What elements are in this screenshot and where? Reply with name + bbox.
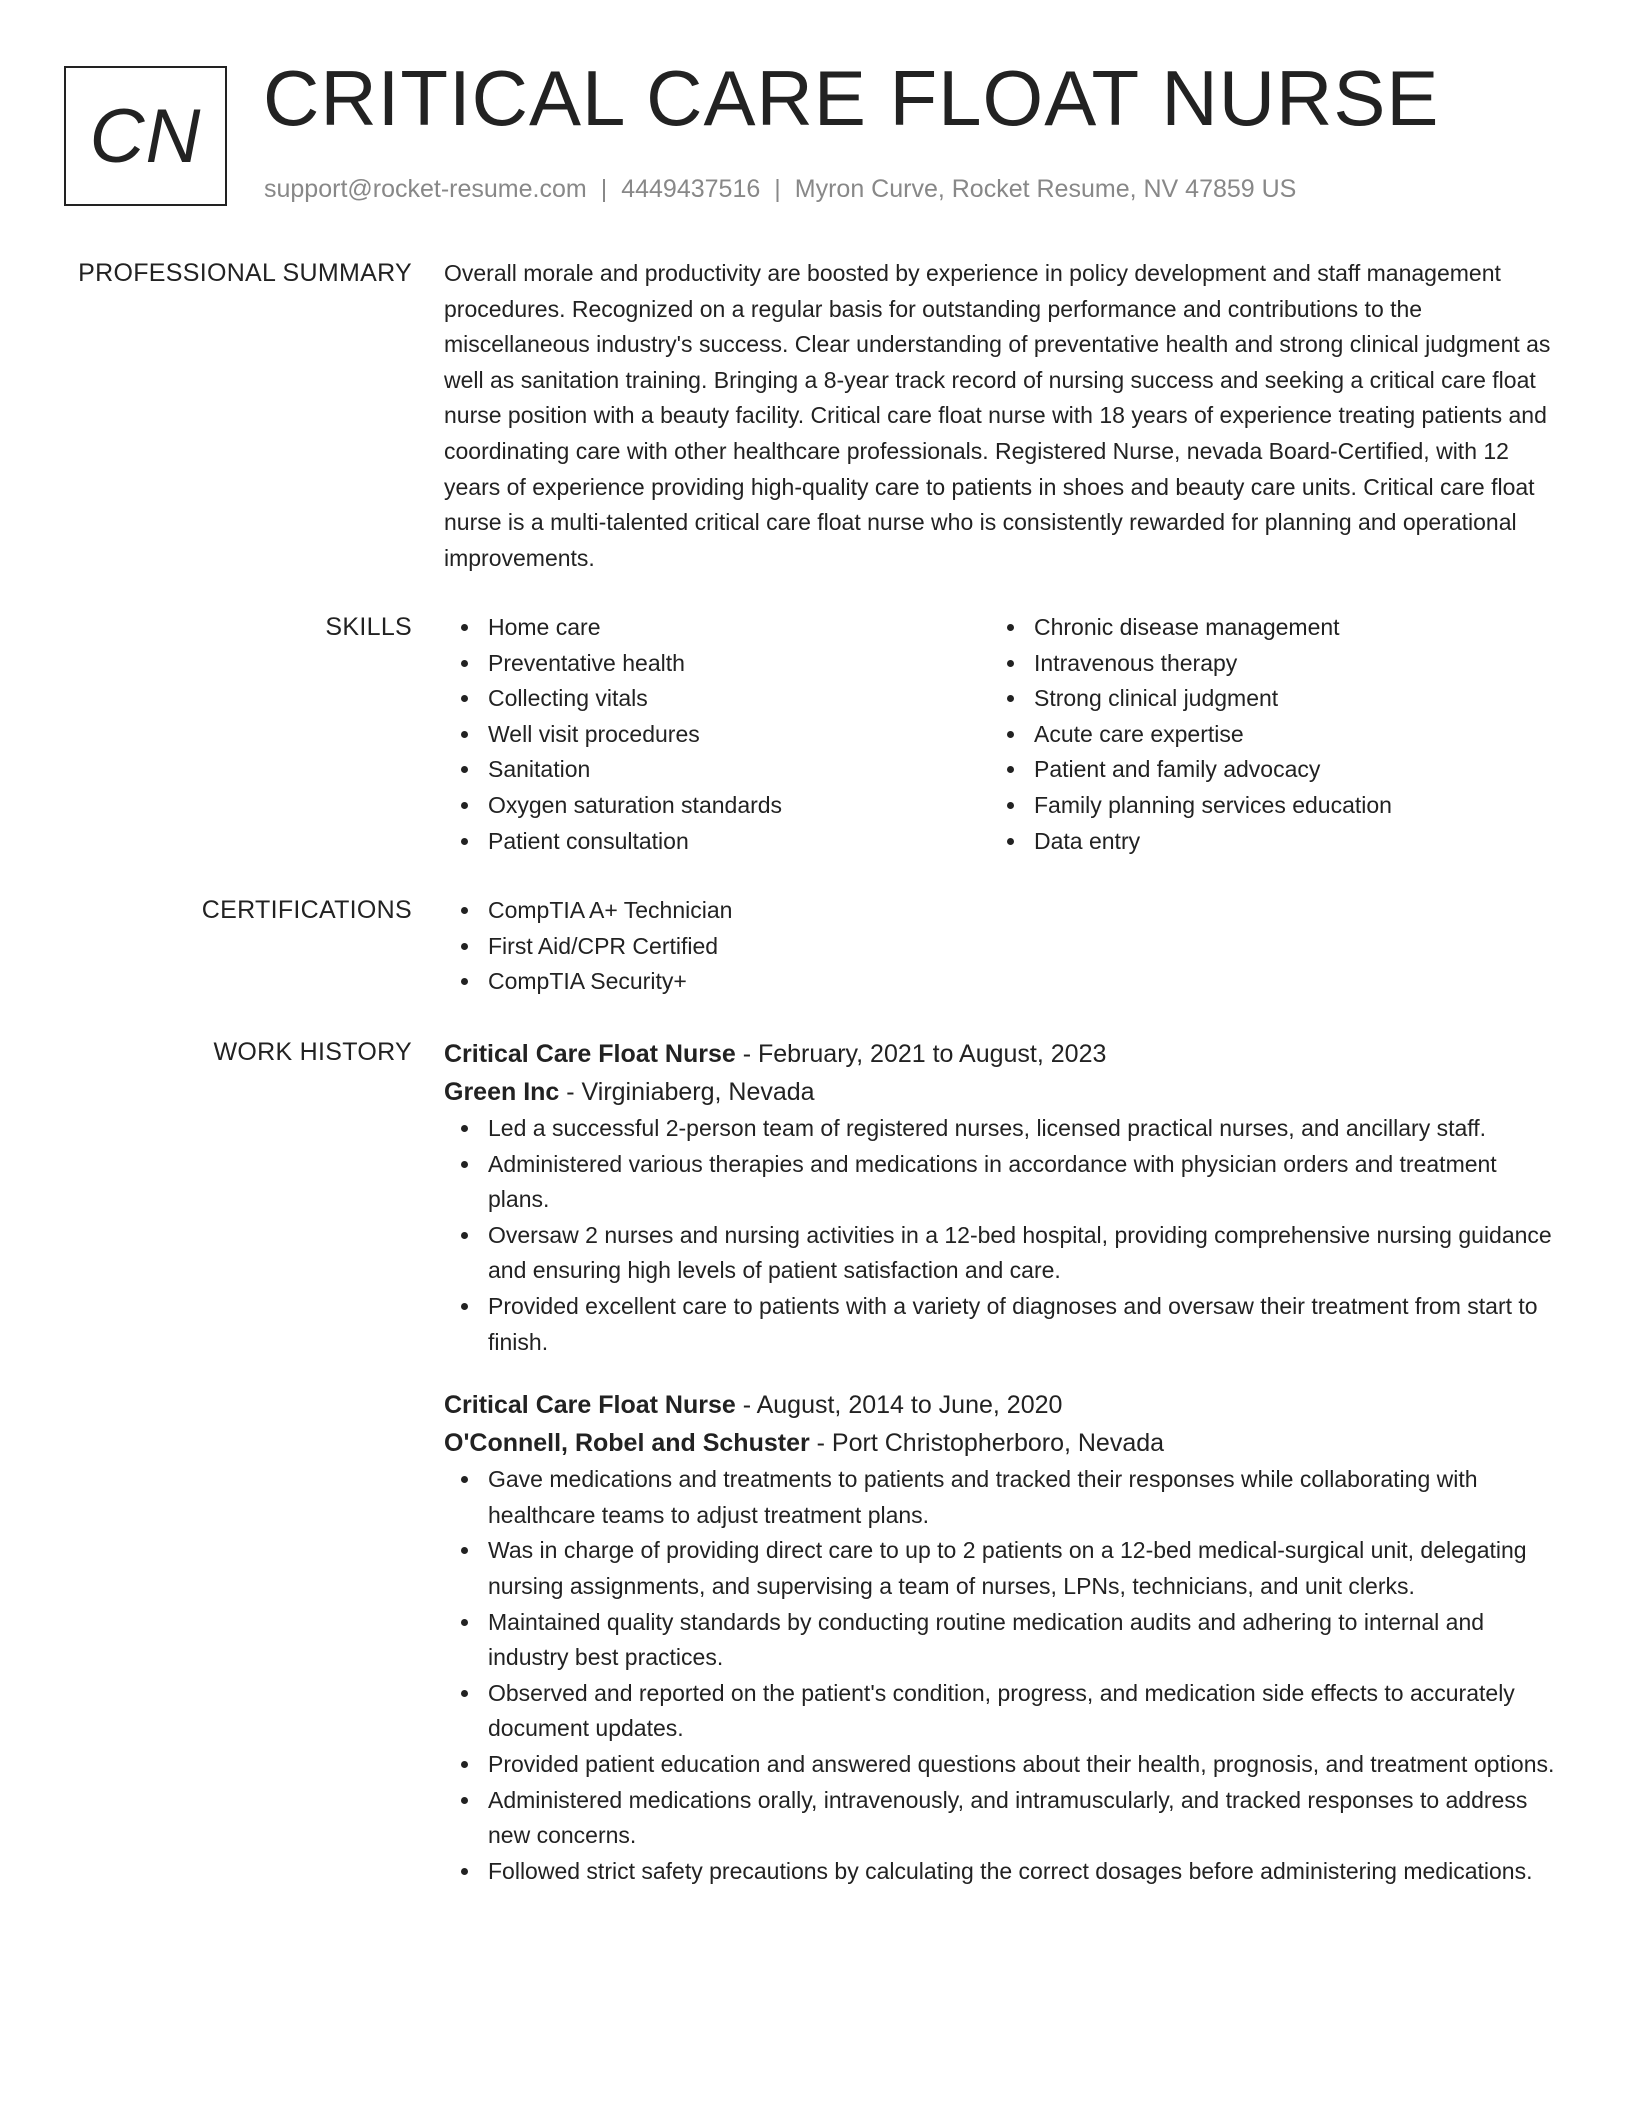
- job-duty: Provided excellent care to patients with a variety of diagnoses and oversaw their treatment from start to finish.: [444, 1289, 1560, 1360]
- summary-text: Overall morale and productivity are boosted by experience in policy development and staff management procedures. Recognized on a regular basis for outstanding performance and contributions to the miscellaneous industry's success. Clear understanding of preventative health and strong clinical judgment as well as sanitation training. Bringing a 8-year track record of nursing success and seeking a critical care float nurse position with a beauty facility. Critical care float nurse with 18 years of experience treating patients and coordinating care with other healthcare professionals. Registered Nurse, nevada Board-Certified, with 12 years of experience providing high-quality care to patients in shoes and beauty care units. Critical care float nurse is a multi-talented critical care float nurse who is consistently rewarded for planning and operational improvements.: [444, 260, 1551, 571]
- job-duties-list: [444, 1462, 1560, 1889]
- candidate-name: CRITICAL CARE FLOAT NURSE: [263, 54, 1440, 142]
- job-role: Critical Care Float Nurse: [444, 1040, 736, 1068]
- job-duty: Administered various therapies and medications in accordance with physician orders and treatment plans.: [444, 1147, 1560, 1218]
- skills-title: SKILLS: [325, 613, 412, 641]
- job-duty: Oversaw 2 nurses and nursing activities in a 12-bed hospital, providing comprehensive nursing guidance and ensuring high levels of patient satisfaction and care.: [444, 1218, 1560, 1289]
- job-entry: [444, 1035, 1560, 1360]
- job-company: Green Inc: [444, 1078, 560, 1106]
- summary-title: PROFESSIONAL SUMMARY: [78, 259, 412, 287]
- skill-item: Acute care expertise: [990, 717, 1536, 753]
- skill-item: Chronic disease management: [990, 610, 1536, 646]
- skills-list-right: [990, 610, 1536, 859]
- job-role: Critical Care Float Nurse: [444, 1391, 736, 1420]
- job-entry: [444, 1386, 1560, 1889]
- skill-item: Home care: [444, 610, 990, 646]
- job-company: O'Connell, Robel and Schuster: [444, 1429, 810, 1458]
- job-duty: Was in charge of providing direct care to up to 2 patients on a 12-bed medical-surgical unit, delegating nursing assignments, and supervising a team of nurses, LPNs, technicians, and unit clerks.: [444, 1533, 1560, 1604]
- job-role-line: [444, 1035, 1560, 1073]
- contact-phone: 4449437516: [621, 175, 761, 203]
- contact-separator: |: [774, 175, 781, 203]
- summary-body: [444, 256, 1560, 576]
- job-dates: - February, 2021 to August, 2023: [735, 1040, 1107, 1068]
- job-duty: Gave medications and treatments to patients and tracked their responses while collaborating with healthcare teams to adjust treatment plans.: [444, 1462, 1560, 1533]
- job-duty: Observed and reported on the patient's condition, progress, and medication side effects to accurately document updates.: [444, 1676, 1560, 1747]
- skill-item: Intravenous therapy: [990, 646, 1536, 682]
- skill-item: Data entry: [990, 824, 1536, 860]
- skill-item: Sanitation: [444, 752, 990, 788]
- skill-item: Preventative health: [444, 646, 990, 682]
- contact-address: Myron Curve, Rocket Resume, NV 47859 US: [794, 175, 1297, 203]
- contact-separator: |: [600, 175, 608, 203]
- monogram-initials: CN: [89, 93, 202, 179]
- job-duty: Led a successful 2-person team of registered nurses, licensed practical nurses, and ancillary staff.: [444, 1111, 1560, 1147]
- certification-item: CompTIA A+ Technician: [444, 893, 1560, 929]
- work-history-title: WORK HISTORY: [213, 1038, 412, 1066]
- job-duty: Provided patient education and answered questions about their health, prognosis, and treatment options.: [444, 1747, 1560, 1783]
- job-location: - Port Christopherboro, Nevada: [809, 1429, 1165, 1458]
- job-company-line: [444, 1424, 1560, 1462]
- job-duty: Maintained quality standards by conducting routine medication audits and adhering to internal and industry best practices.: [444, 1605, 1560, 1676]
- job-role-line: [444, 1386, 1560, 1424]
- skills-list-left: [444, 610, 990, 859]
- job-location: - Virginiaberg, Nevada: [559, 1078, 815, 1106]
- skill-item: Oxygen saturation standards: [444, 788, 990, 824]
- skill-item: Collecting vitals: [444, 681, 990, 717]
- certifications-list: [444, 893, 1560, 1000]
- job-duty: Administered medications orally, intravenously, and intramuscularly, and tracked responses to address new concerns.: [444, 1783, 1560, 1854]
- skills-body: [444, 610, 1560, 859]
- monogram-box: [64, 66, 227, 206]
- skill-item: Patient and family advocacy: [990, 752, 1536, 788]
- job-dates: - August, 2014 to June, 2020: [735, 1391, 1063, 1420]
- certification-item: First Aid/CPR Certified: [444, 929, 1560, 965]
- certifications-body: [444, 893, 1560, 1000]
- certification-item: CompTIA Security+: [444, 964, 1560, 1000]
- job-duty: Followed strict safety precautions by calculating the correct dosages before administering medications.: [444, 1854, 1560, 1890]
- job-duties-list: [444, 1111, 1560, 1360]
- certifications-title: CERTIFICATIONS: [201, 896, 412, 924]
- work-history-body: [444, 1035, 1560, 1915]
- contact-line: [264, 175, 1296, 204]
- skill-item: Well visit procedures: [444, 717, 990, 753]
- skill-item: Family planning services education: [990, 788, 1536, 824]
- job-company-line: [444, 1073, 1560, 1111]
- skill-item: Strong clinical judgment: [990, 681, 1536, 717]
- contact-email: support@rocket-resume.com: [264, 175, 587, 203]
- skill-item: Patient consultation: [444, 824, 990, 860]
